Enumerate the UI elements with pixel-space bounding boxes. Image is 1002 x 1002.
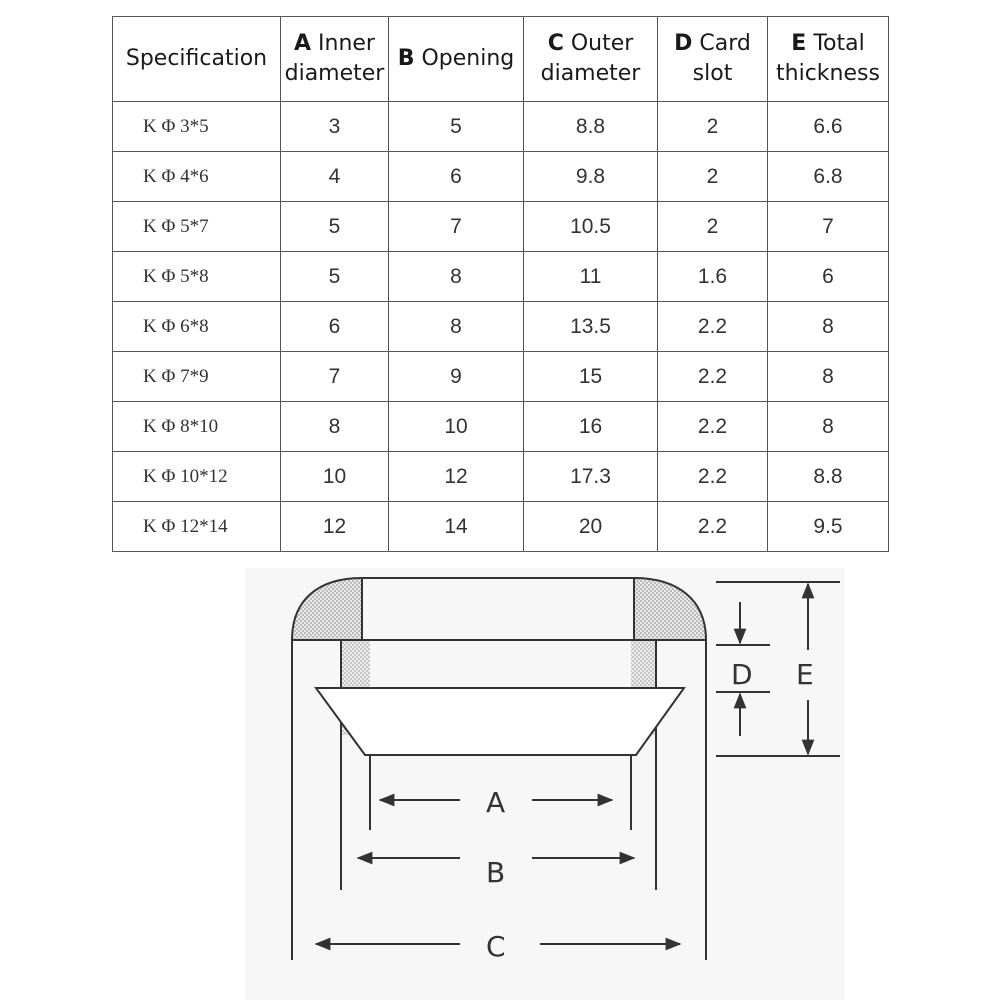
value-cell: 8 — [768, 352, 889, 402]
column-letter: B — [397, 46, 415, 71]
value-cell: 5 — [281, 202, 389, 252]
column-header-4 — [658, 17, 768, 102]
value-cell: 15 — [524, 352, 658, 402]
value-cell: 8 — [389, 302, 524, 352]
value-cell: 1.6 — [658, 252, 768, 302]
value-cell: 16 — [524, 402, 658, 452]
value-cell: 5 — [389, 102, 524, 152]
label-b: B — [486, 856, 506, 889]
value-cell: 8 — [768, 302, 889, 352]
column-title: Inner diameter — [284, 31, 385, 86]
label-e: E — [796, 658, 814, 691]
value-cell: 7 — [768, 202, 889, 252]
value-cell: 7 — [389, 202, 524, 252]
value-cell: 6 — [281, 302, 389, 352]
spec-cell: K Φ 7*9 — [113, 352, 281, 402]
table-row — [113, 202, 889, 252]
value-cell: 6 — [389, 152, 524, 202]
value-cell: 12 — [281, 502, 389, 552]
value-cell: 8 — [768, 402, 889, 452]
value-cell: 4 — [281, 152, 389, 202]
column-letter: A — [294, 31, 312, 56]
column-header-2 — [389, 17, 524, 102]
value-cell: 8 — [281, 402, 389, 452]
grommet-cross-section-diagram — [0, 560, 1002, 1002]
column-header-1 — [281, 17, 389, 102]
value-cell: 12 — [389, 452, 524, 502]
value-cell: 6 — [768, 252, 889, 302]
lower-flange — [316, 688, 684, 755]
spec-cell: K Φ 4*6 — [113, 152, 281, 202]
value-cell: 2 — [658, 152, 768, 202]
value-cell: 7 — [281, 352, 389, 402]
table-row — [113, 102, 889, 152]
column-header-5 — [768, 17, 889, 102]
value-cell: 6.6 — [768, 102, 889, 152]
table-row — [113, 452, 889, 502]
value-cell: 11 — [524, 252, 658, 302]
table-row — [113, 402, 889, 452]
table-row — [113, 302, 889, 352]
column-title: Outer diameter — [540, 31, 641, 86]
value-cell: 9.8 — [524, 152, 658, 202]
value-cell: 14 — [389, 502, 524, 552]
column-title: Opening — [414, 46, 515, 71]
column-header-0 — [113, 17, 281, 102]
value-cell: 6.8 — [768, 152, 889, 202]
value-cell: 3 — [281, 102, 389, 152]
value-cell: 10.5 — [524, 202, 658, 252]
table-header-row — [113, 17, 889, 102]
column-letter: C — [547, 31, 564, 56]
value-cell: 9.5 — [768, 502, 889, 552]
table-row — [113, 502, 889, 552]
value-cell: 2 — [658, 202, 768, 252]
value-cell: 17.3 — [524, 452, 658, 502]
column-header-3 — [524, 17, 658, 102]
label-c: C — [486, 930, 506, 963]
value-cell: 10 — [389, 402, 524, 452]
value-cell: 20 — [524, 502, 658, 552]
label-d: D — [731, 658, 753, 691]
value-cell: 5 — [281, 252, 389, 302]
column-letter: D — [674, 31, 693, 56]
spec-cell: K Φ 3*5 — [113, 102, 281, 152]
spec-cell: K Φ 5*7 — [113, 202, 281, 252]
column-title: Total thickness — [776, 31, 880, 86]
specification-table — [112, 16, 889, 552]
column-letter: E — [791, 31, 807, 56]
value-cell: 10 — [281, 452, 389, 502]
spec-cell: K Φ 12*14 — [113, 502, 281, 552]
value-cell: 2 — [658, 102, 768, 152]
value-cell: 2.2 — [658, 302, 768, 352]
value-cell: 9 — [389, 352, 524, 402]
value-cell: 2.2 — [658, 502, 768, 552]
value-cell: 2.2 — [658, 402, 768, 452]
spec-cell: K Φ 6*8 — [113, 302, 281, 352]
value-cell: 2.2 — [658, 452, 768, 502]
table-row — [113, 152, 889, 202]
value-cell: 2.2 — [658, 352, 768, 402]
value-cell: 8.8 — [524, 102, 658, 152]
column-title: Card slot — [692, 31, 751, 86]
spec-cell: K Φ 5*8 — [113, 252, 281, 302]
table-body — [113, 102, 889, 552]
label-a: A — [486, 786, 506, 819]
spec-cell: K Φ 8*10 — [113, 402, 281, 452]
value-cell: 8 — [389, 252, 524, 302]
spec-cell: K Φ 10*12 — [113, 452, 281, 502]
table-row — [113, 252, 889, 302]
value-cell: 8.8 — [768, 452, 889, 502]
column-title: Specification — [125, 46, 268, 71]
table-row — [113, 352, 889, 402]
value-cell: 13.5 — [524, 302, 658, 352]
